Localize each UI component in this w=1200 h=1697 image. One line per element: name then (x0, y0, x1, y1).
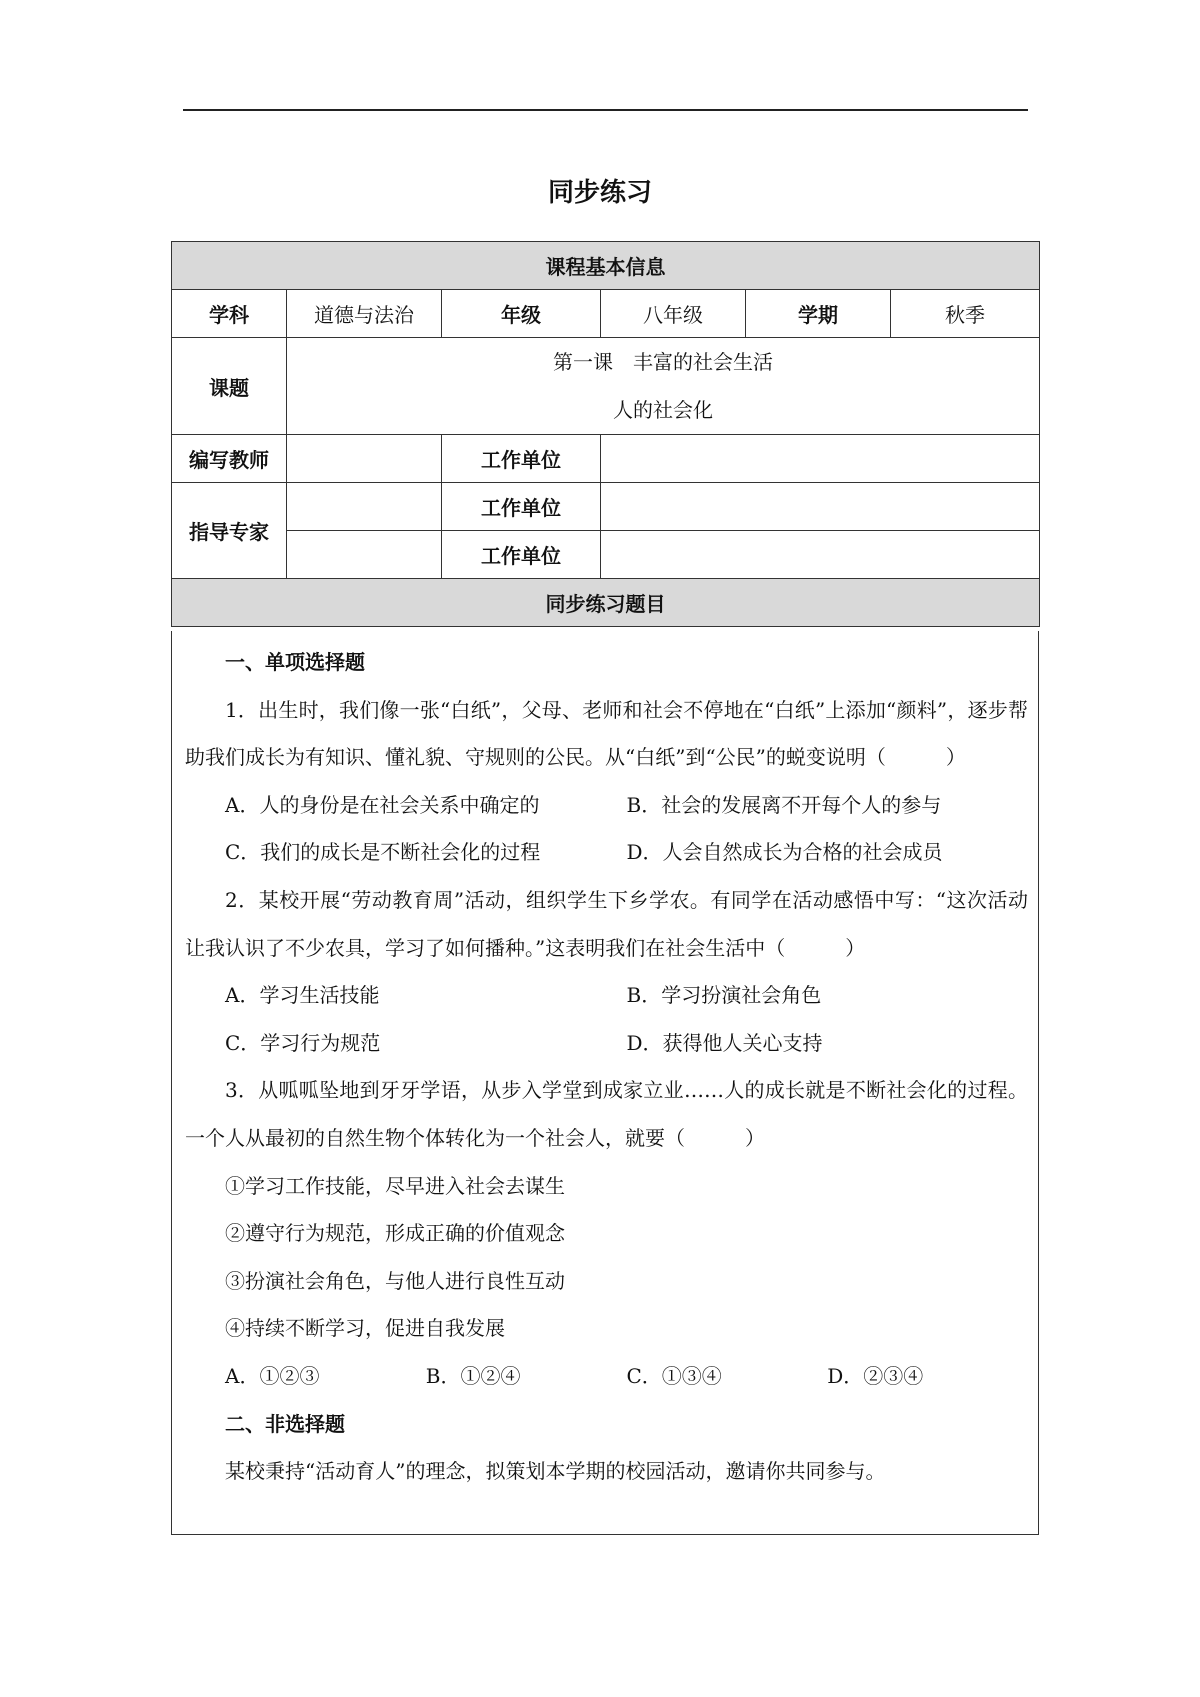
advisor-workplace-label-1: 工作单位 (442, 483, 601, 531)
question-2-options-row-1 (185, 972, 1028, 1020)
course-info-header: 课程基本信息 (172, 242, 1040, 290)
question-1-option-b: B．社会的发展离不开每个人的参与 (626, 792, 942, 817)
question-2-option-d: D．获得他人关心支持 (626, 1030, 823, 1055)
question-1-options-row-2 (185, 829, 1028, 877)
question-2-option-a: A．学习生活技能 (225, 983, 380, 1008)
topic-line-1: 第一课 丰富的社会生活 (553, 350, 774, 374)
author-label: 编写教师 (172, 435, 287, 483)
section-2-title: 二、非选择题 (225, 1411, 345, 1436)
section-2-intro: 某校秉持“活动育人”的理念，拟策划本学期的校园活动，邀请你共同参与。 (225, 1459, 886, 1484)
question-2-option-b: B．学习扮演社会角色 (626, 983, 822, 1008)
header-rule (183, 109, 1028, 111)
exercises-body (171, 631, 1039, 1535)
question-1-stem: 1．出生时，我们像一张“白纸”，父母、老师和社会不停地在“白纸”上添加“颜料”，逐步帮助我们成长为有知识、懂礼貌、守规则的公民。从“白纸”到“公民”的蜕变说明（ ） (185, 697, 1028, 770)
question-3-option-b: B．①②④ (425, 1363, 521, 1388)
grade-label: 年级 (442, 290, 601, 338)
question-3-option-a: A．①②③ (225, 1363, 320, 1388)
advisor-workplace-label-2: 工作单位 (442, 531, 601, 579)
question-3-statement-1: ①学习工作技能，尽早进入社会去谋生 (225, 1173, 565, 1198)
question-3-stem: 3．从呱呱坠地到牙牙学语，从步入学堂到成家立业……人的成长就是不断社会化的过程。一个人从最初的自然生物个体转化为一个社会人，就要（ ） (185, 1078, 1028, 1150)
question-2-options-row-2 (185, 1020, 1028, 1068)
question-1-option-a: A．人的身份是在社会关系中确定的 (225, 792, 540, 817)
question-3-statement-3: ③扮演社会角色，与他人进行良性互动 (225, 1268, 565, 1293)
question-2-option-c: C．学习行为规范 (225, 1030, 381, 1055)
subject-label: 学科 (172, 290, 287, 338)
term-value: 秋季 (891, 290, 1040, 338)
advisor-value-1 (287, 483, 442, 531)
author-workplace-value (601, 435, 1040, 483)
advisor-workplace-value-2 (601, 531, 1040, 579)
topic-value (287, 338, 1040, 435)
question-1-option-d: D．人会自然成长为合格的社会成员 (626, 840, 943, 865)
question-3-statement-2: ②遵守行为规范，形成正确的价值观念 (225, 1221, 565, 1246)
section-1-title: 一、单项选择题 (225, 650, 365, 674)
question-3-option-d: D．②③④ (827, 1363, 924, 1388)
question-1-options-row-1 (185, 782, 1028, 830)
question-2-stem: 2．某校开展“劳动教育周”活动，组织学生下乡学农。有同学在活动感悟中写：“这次活动让我认识了不少农具，学习了如何播种。”这表明我们在社会生活中（ ） (185, 887, 1028, 960)
question-1-option-c: C．我们的成长是不断社会化的过程 (225, 840, 541, 865)
advisor-value-2 (287, 531, 442, 579)
subject-value: 道德与法治 (287, 290, 442, 338)
grade-value: 八年级 (601, 290, 746, 338)
advisor-label: 指导专家 (172, 483, 287, 579)
question-3-options (185, 1353, 1028, 1401)
page-title: 同步练习 (547, 178, 652, 208)
term-label: 学期 (746, 290, 891, 338)
exercises-header: 同步练习题目 (172, 579, 1040, 627)
topic-label: 课题 (172, 338, 287, 435)
advisor-workplace-value-1 (601, 483, 1040, 531)
course-info-table (171, 241, 1040, 627)
author-workplace-label: 工作单位 (442, 435, 601, 483)
author-value (287, 435, 442, 483)
topic-line-2: 人的社会化 (613, 398, 714, 422)
question-3-option-c: C．①③④ (626, 1363, 722, 1388)
question-3-statement-4: ④持续不断学习，促进自我发展 (225, 1316, 505, 1341)
